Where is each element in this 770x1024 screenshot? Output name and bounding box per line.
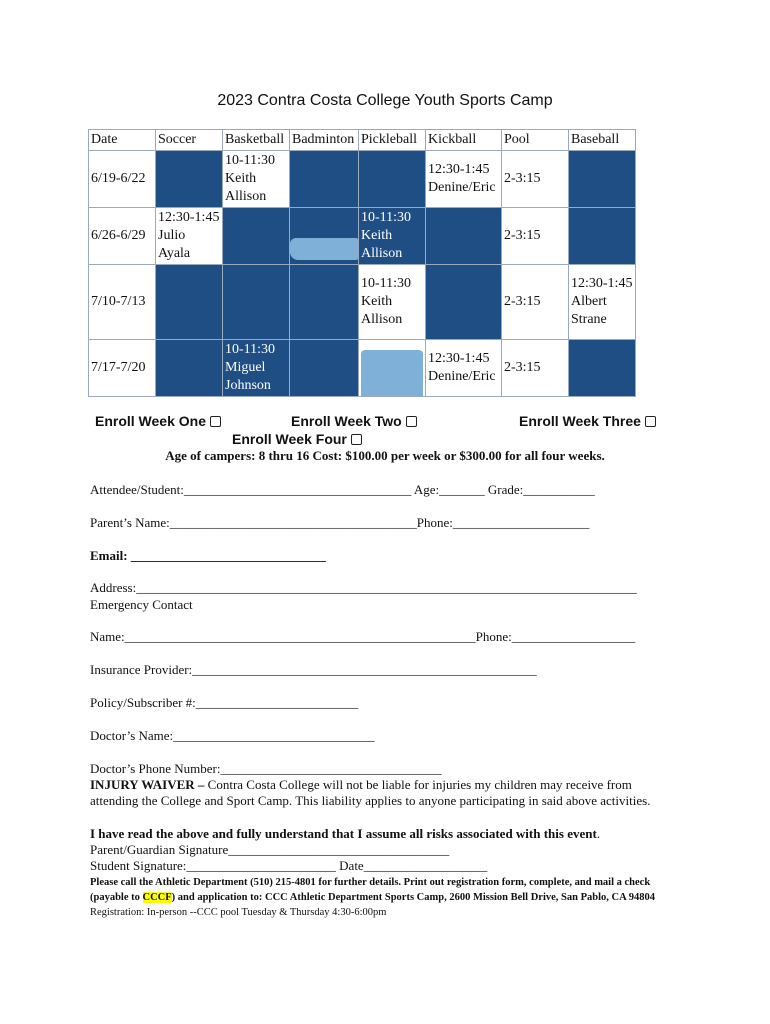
cell-basketball — [223, 265, 290, 340]
col-header-badminton: Badminton — [290, 130, 359, 151]
doctor-name-field[interactable]: Doctor’s Name:_______________________________ — [90, 728, 375, 743]
footer-registration: Registration: In-person --CCC pool Tuesday & Thursday 4:30-6:00pm — [90, 907, 387, 918]
table-header-row — [89, 130, 636, 151]
cell-pickleball — [359, 151, 426, 208]
enroll-week-two-label: Enroll Week Two — [291, 413, 402, 429]
cell-date: 6/26-6/29 — [89, 208, 156, 265]
enroll-week-two[interactable] — [291, 413, 417, 429]
enroll-week-four-label: Enroll Week Four — [232, 431, 347, 447]
table-row — [89, 340, 636, 397]
insurance-provider-field[interactable]: Insurance Provider:_____________________________________________________ — [90, 662, 537, 677]
page-title: 2023 Contra Costa College Youth Sports Camp — [217, 92, 553, 109]
ink-smear — [290, 238, 358, 260]
col-header-basketball: Basketball — [223, 130, 290, 151]
emergency-name-field[interactable]: Name:______________________________________________________Phone:___________________ — [90, 629, 636, 644]
cell-date: 7/10-7/13 — [89, 265, 156, 340]
cell-badminton — [290, 151, 359, 208]
table-row — [89, 208, 636, 265]
cell-pickleball: 10-11:30 Keith Allison — [359, 208, 426, 265]
cell-basketball — [223, 208, 290, 265]
footer-payee: CCCF — [142, 892, 172, 903]
col-header-pool: Pool — [502, 130, 569, 151]
col-header-baseball: Baseball — [569, 130, 636, 151]
col-header-pickleball: Pickleball — [359, 130, 426, 151]
enroll-week-four-checkbox[interactable] — [351, 434, 362, 445]
enroll-week-one-label: Enroll Week One — [95, 413, 206, 429]
policy-subscriber-field[interactable]: Policy/Subscriber #:_________________________ — [90, 695, 359, 710]
waiver-statement-text: I have read the above and fully understand that I assume all risks associated with this event — [90, 826, 597, 841]
table-row — [89, 151, 636, 208]
cell-badminton — [290, 340, 359, 397]
footer-info — [90, 875, 675, 920]
enroll-week-one[interactable] — [95, 413, 221, 429]
cell-baseball — [569, 340, 636, 397]
cell-pool: 2-3:15 — [502, 151, 569, 208]
injury-waiver-label: INJURY WAIVER – — [90, 777, 205, 792]
footer-line1: Please call the Athletic Department (510) 215-4801 for further details. Print out registration form, complete, and mail a check (payable to — [90, 877, 651, 903]
waiver-statement — [90, 826, 680, 842]
table-row — [89, 265, 636, 340]
age-cost-info: Age of campers: 8 thru 16 Cost: $100.00 per week or $300.00 for all four weeks. — [165, 448, 605, 463]
cell-pickleball: 10-11:30 Keith Allison — [359, 265, 426, 340]
cell-kickball: 12:30-1:45 Denine/Eric — [426, 340, 502, 397]
waiver-statement-period: . — [596, 826, 601, 841]
enroll-week-three-label: Enroll Week Three — [519, 413, 641, 429]
emergency-contact-heading: Emergency Contact — [90, 597, 193, 612]
footer-line2: ) and application to: CCC Athletic Department Sports Camp, 2600 Mission Bell Drive, San Pablo, CA 94804 — [171, 892, 655, 903]
cell-baseball — [569, 151, 636, 208]
cell-soccer — [156, 265, 223, 340]
col-header-soccer: Soccer — [156, 130, 223, 151]
cell-pool: 2-3:15 — [502, 265, 569, 340]
cell-soccer — [156, 340, 223, 397]
cell-kickball — [426, 265, 502, 340]
cell-kickball: 12:30-1:45 Denine/Eric — [426, 151, 502, 208]
enroll-week-two-checkbox[interactable] — [406, 416, 417, 427]
ink-smear — [361, 350, 423, 396]
col-header-kickball: Kickball — [426, 130, 502, 151]
cell-date: 6/19-6/22 — [89, 151, 156, 208]
enroll-week-three-checkbox[interactable] — [645, 416, 656, 427]
attendee-field[interactable]: Attendee/Student:___________________________________ Age:_______ Grade:___________ — [90, 482, 595, 497]
cell-pool: 2-3:15 — [502, 208, 569, 265]
injury-waiver — [90, 777, 680, 809]
cell-soccer: 12:30-1:45 Julio Ayala — [156, 208, 223, 265]
cell-soccer — [156, 151, 223, 208]
student-signature-field[interactable]: Student Signature:_______________________ Date___________________ — [90, 858, 488, 873]
parent-name-field[interactable]: Parent’s Name:______________________________________Phone:_____________________ — [90, 515, 590, 530]
cell-basketball: 10-11:30 Keith Allison — [223, 151, 290, 208]
cell-pool: 2-3:15 — [502, 340, 569, 397]
injury-waiver-text: Contra Costa College will not be liable for injuries my children may receive from attending the College and Sport Camp. This liability applies to anyone participating in said above activities. — [90, 777, 651, 808]
email-field[interactable]: Email: ______________________________ — [90, 548, 326, 563]
enroll-week-one-checkbox[interactable] — [210, 416, 221, 427]
cell-badminton — [290, 208, 359, 265]
cell-date: 7/17-7/20 — [89, 340, 156, 397]
cell-baseball: 12:30-1:45 Albert Strane — [569, 265, 636, 340]
parent-signature-field[interactable]: Parent/Guardian Signature__________________________________ — [90, 842, 450, 857]
enroll-week-four[interactable] — [232, 431, 362, 447]
doctor-phone-field[interactable]: Doctor’s Phone Number:__________________________________ — [90, 761, 442, 776]
cell-kickball — [426, 208, 502, 265]
address-field[interactable]: Address:_____________________________________________________________________________ — [90, 580, 637, 595]
enroll-week-three[interactable] — [519, 413, 656, 429]
cell-badminton — [290, 265, 359, 340]
cell-baseball — [569, 208, 636, 265]
cell-basketball: 10-11:30 Miguel Johnson — [223, 340, 290, 397]
schedule-table — [88, 129, 636, 397]
cell-pickleball — [359, 340, 426, 397]
col-header-date: Date — [89, 130, 156, 151]
